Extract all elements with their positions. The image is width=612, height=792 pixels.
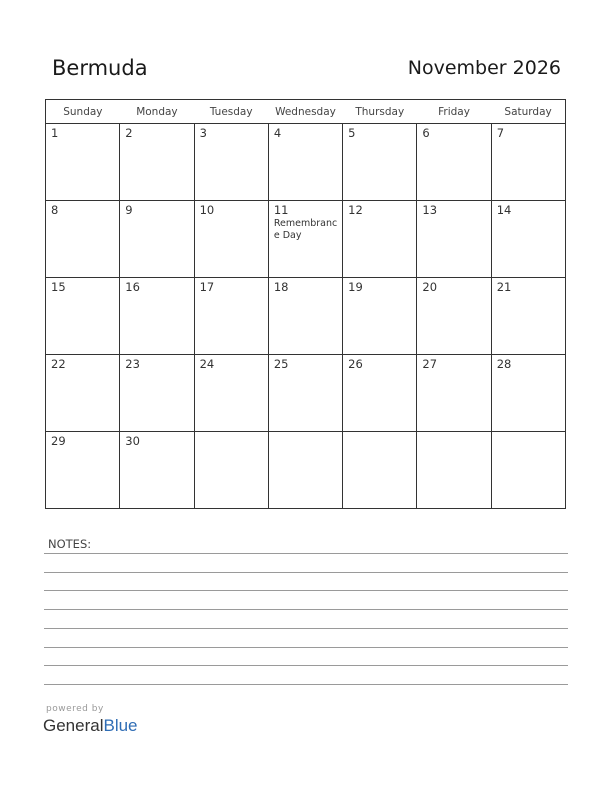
generalblue-logo [43, 716, 138, 736]
day-cell [120, 278, 194, 355]
day-cell [120, 432, 194, 509]
notes-line [44, 647, 568, 648]
day-cell [491, 278, 565, 355]
day-number: 4 [273, 126, 282, 140]
day-number: 29 [51, 434, 66, 448]
calendar-grid [45, 99, 566, 509]
day-number: 7 [496, 126, 505, 140]
day-cell [343, 201, 417, 278]
notes-line [44, 684, 568, 685]
day-number: 13 [422, 203, 438, 217]
weekday-header-row [46, 100, 566, 124]
day-cell [268, 355, 342, 432]
week-row [46, 201, 566, 278]
week-row [46, 432, 566, 509]
day-cell [343, 278, 417, 355]
month-year-title: November 2026 [407, 57, 561, 79]
day-cell [46, 278, 120, 355]
day-cell [194, 278, 268, 355]
day-number: 14 [496, 203, 512, 217]
day-number: 28 [496, 357, 512, 371]
day-cell [417, 201, 491, 278]
notes-line [44, 609, 568, 610]
day-cell [268, 124, 342, 201]
day-cell [491, 432, 565, 509]
day-number: 18 [273, 280, 289, 294]
day-number: 20 [422, 280, 438, 294]
day-number: 2 [125, 126, 133, 140]
day-cell [343, 124, 417, 201]
day-number: 15 [51, 280, 66, 294]
day-number: 17 [199, 280, 215, 294]
day-number: 30 [125, 434, 140, 448]
day-cell [491, 201, 565, 278]
day-number: 25 [273, 357, 289, 371]
day-cell [268, 432, 342, 509]
day-number: 8 [51, 203, 59, 217]
country-title: Bermuda [52, 56, 148, 80]
day-number: 12 [348, 203, 363, 217]
powered-by-text: powered by [46, 704, 104, 714]
weekday-header: Friday [417, 100, 491, 124]
day-cell [343, 432, 417, 509]
day-cell [491, 355, 565, 432]
day-number: 6 [422, 126, 430, 140]
day-cell [417, 278, 491, 355]
weekday-header: Sunday [46, 100, 120, 124]
day-cell [46, 124, 120, 201]
day-number: 11 [273, 203, 289, 217]
day-cell [491, 124, 565, 201]
week-row [46, 278, 566, 355]
day-cell [194, 355, 268, 432]
notes-line [44, 665, 568, 666]
day-number: 3 [199, 126, 207, 140]
weekday-header: Thursday [343, 100, 417, 124]
day-number: 26 [348, 357, 363, 371]
day-number: 27 [422, 357, 438, 371]
week-row [46, 355, 566, 432]
brand-part-general: General [43, 716, 104, 735]
notes-label: NOTES: [48, 537, 92, 551]
day-number: 10 [199, 203, 215, 217]
holiday-label: Remembrance Day [273, 218, 338, 241]
day-number: 9 [125, 203, 133, 217]
day-cell [120, 124, 194, 201]
day-number: 24 [199, 357, 215, 371]
day-cell [194, 201, 268, 278]
day-cell [268, 201, 342, 278]
day-cell [46, 355, 120, 432]
day-cell [194, 432, 268, 509]
day-cell [417, 432, 491, 509]
brand-part-blue: Blue [103, 716, 138, 735]
day-cell [120, 201, 194, 278]
notes-line [44, 572, 568, 573]
day-cell [46, 201, 120, 278]
week-row [46, 124, 566, 201]
notes-line [44, 628, 568, 629]
day-number: 22 [51, 357, 66, 371]
day-number: 1 [51, 126, 59, 140]
notes-line [44, 590, 568, 591]
day-number: 23 [125, 357, 140, 371]
day-number: 16 [125, 280, 140, 294]
weekday-header: Monday [120, 100, 194, 124]
day-cell [268, 278, 342, 355]
weekday-header: Wednesday [268, 100, 342, 124]
day-cell [46, 432, 120, 509]
notes-line [44, 553, 568, 554]
day-cell [194, 124, 268, 201]
day-cell [120, 355, 194, 432]
day-number: 19 [348, 280, 363, 294]
day-cell [417, 124, 491, 201]
day-number: 21 [496, 280, 512, 294]
weekday-header: Saturday [491, 100, 565, 124]
day-number: 5 [348, 126, 356, 140]
day-cell [417, 355, 491, 432]
weekday-header: Tuesday [194, 100, 268, 124]
day-cell [343, 355, 417, 432]
